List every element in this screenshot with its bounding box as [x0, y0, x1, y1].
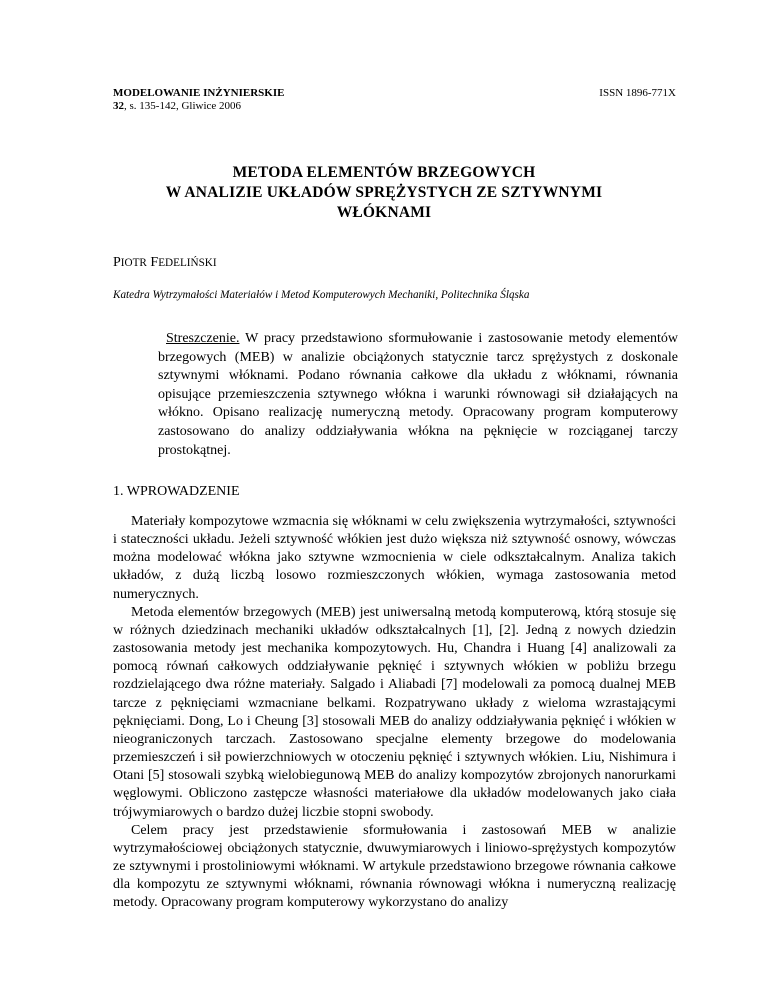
paragraph-3: Celem pracy jest przedstawienie sformułowania i zastosowań MEB w analizie wytrzymałościowej obciążonych statycznie, dwuwymiarowych i liniowo-sprężystych kompozytów ze sztywnymi i prostoliniowymi włóknami. W artykule przedstawiono brzegowe równania całkowe dla kompozytu ze sztywnymi włóknami, równania równowagi włókna i numeryczną realizację metody. Opracowany program komputerowy wykorzystano do analizy — [113, 822, 676, 911]
author-first-rest: IOTR — [120, 257, 147, 269]
pages-place-year: , s. 135-142, Gliwice 2006 — [124, 100, 242, 112]
abstract-text: W pracy przedstawiono sformułowanie i zastosowanie metody elementów brzegowych (MEB) w analizie obciążonych statycznie tarcz sprężystych z doskonale sztywnymi włóknami. Podano równania całkowe dla układu z włóknami, równania opisujące przemieszczenia sztywnego włókna i warunki równowagi sił działających na włókno. Opisano realizację numeryczną metody. Opracowany program komputerowy zastosowano do analizy oddziaływania włókna na pęknięcie w rozciąganej tarczy prostokątnej. — [158, 331, 678, 458]
journal-name: MODELOWANIE INŻYNIERSKIE — [113, 87, 285, 99]
paper-title — [0, 163, 768, 223]
section-heading: 1. WPROWADZENIE — [113, 484, 240, 499]
paragraph-2: Metoda elementów brzegowych (MEB) jest uniwersalną metodą komputerową, którą stosuje się w różnych dziedzinach mechaniki układów odkształcalnych [1], [2]. Jedną z nowych dziedzin zastosowania metody jest mechanika kompozytowych. Hu, Chandra i Huang [4] analizowali za pomocą równań całkowych oddziaływanie pęknięć i sztywnych włókien w pobliżu brzegu rozdzielającego dwa różne materiały. Salgado i Aliabadi [7] modelowali za pomocą dualnej MEB tarcze z pęknięciami wzmacniane belkami. Rozpatrywano układy z wieloma wzrastającymi pęknięciami. Dong, Lo i Cheung [3] stosowali MEB do analizy oddziaływania pęknięć i włókien w nieograniczonych tarczach. Zastosowano specjalne elementy brzegowe do modelowania przemieszczeń i sił powierzchniowych w otoczeniu pęknięć i sztywnych włókien. Liu, Nishimura i Otani [5] stosowali szybką wielobiegunową MEB do analizy kompozytów zbrojonych nanorurkami węglowymi. Obliczono zastępcze własności materiałowe dla układów modelowanych jako ciała trójwymiarowych o bardzo dużej liczbie stopni swobody. — [113, 604, 676, 820]
title-line-1: METODA ELEMENTÓW BRZEGOWYCH — [232, 164, 536, 181]
title-line-3: WŁÓKNAMI — [336, 204, 432, 221]
author-last-initial: F — [150, 255, 159, 270]
abstract-label: Streszczenie. — [166, 331, 240, 346]
journal-volume-line — [113, 100, 284, 113]
author-name — [113, 255, 217, 271]
author-first-initial: P — [113, 255, 121, 270]
abstract — [158, 330, 678, 460]
affiliation: Katedra Wytrzymałości Materiałów i Metod Komputerowych Mechaniki, Politechnika Śląska — [113, 289, 530, 301]
section-body — [113, 513, 676, 912]
issn: ISSN 1896-771X — [599, 87, 676, 99]
volume-number: 32 — [113, 100, 124, 112]
paragraph-1: Materiały kompozytowe wzmacnia się włóknami w celu zwiększenia wytrzymałości, sztywności i stateczności układu. Jeżeli sztywność włókien jest dużo większa niż sztywność osnowy, wówczas można modelować włókna jako sztywne wzmocnienia w ciele odkształcalnym. Analiza takich układów, z dużą liczbą losowo rozmieszczonych włókien, wymaga zastosowania metod numerycznych. — [113, 514, 676, 602]
title-line-2: W ANALIZIE UKŁADÓW SPRĘŻYSTYCH ZE SZTYWNYMI — [165, 184, 603, 201]
journal-header — [113, 87, 284, 113]
author-last-rest: EDELIŃSKI — [158, 257, 217, 269]
